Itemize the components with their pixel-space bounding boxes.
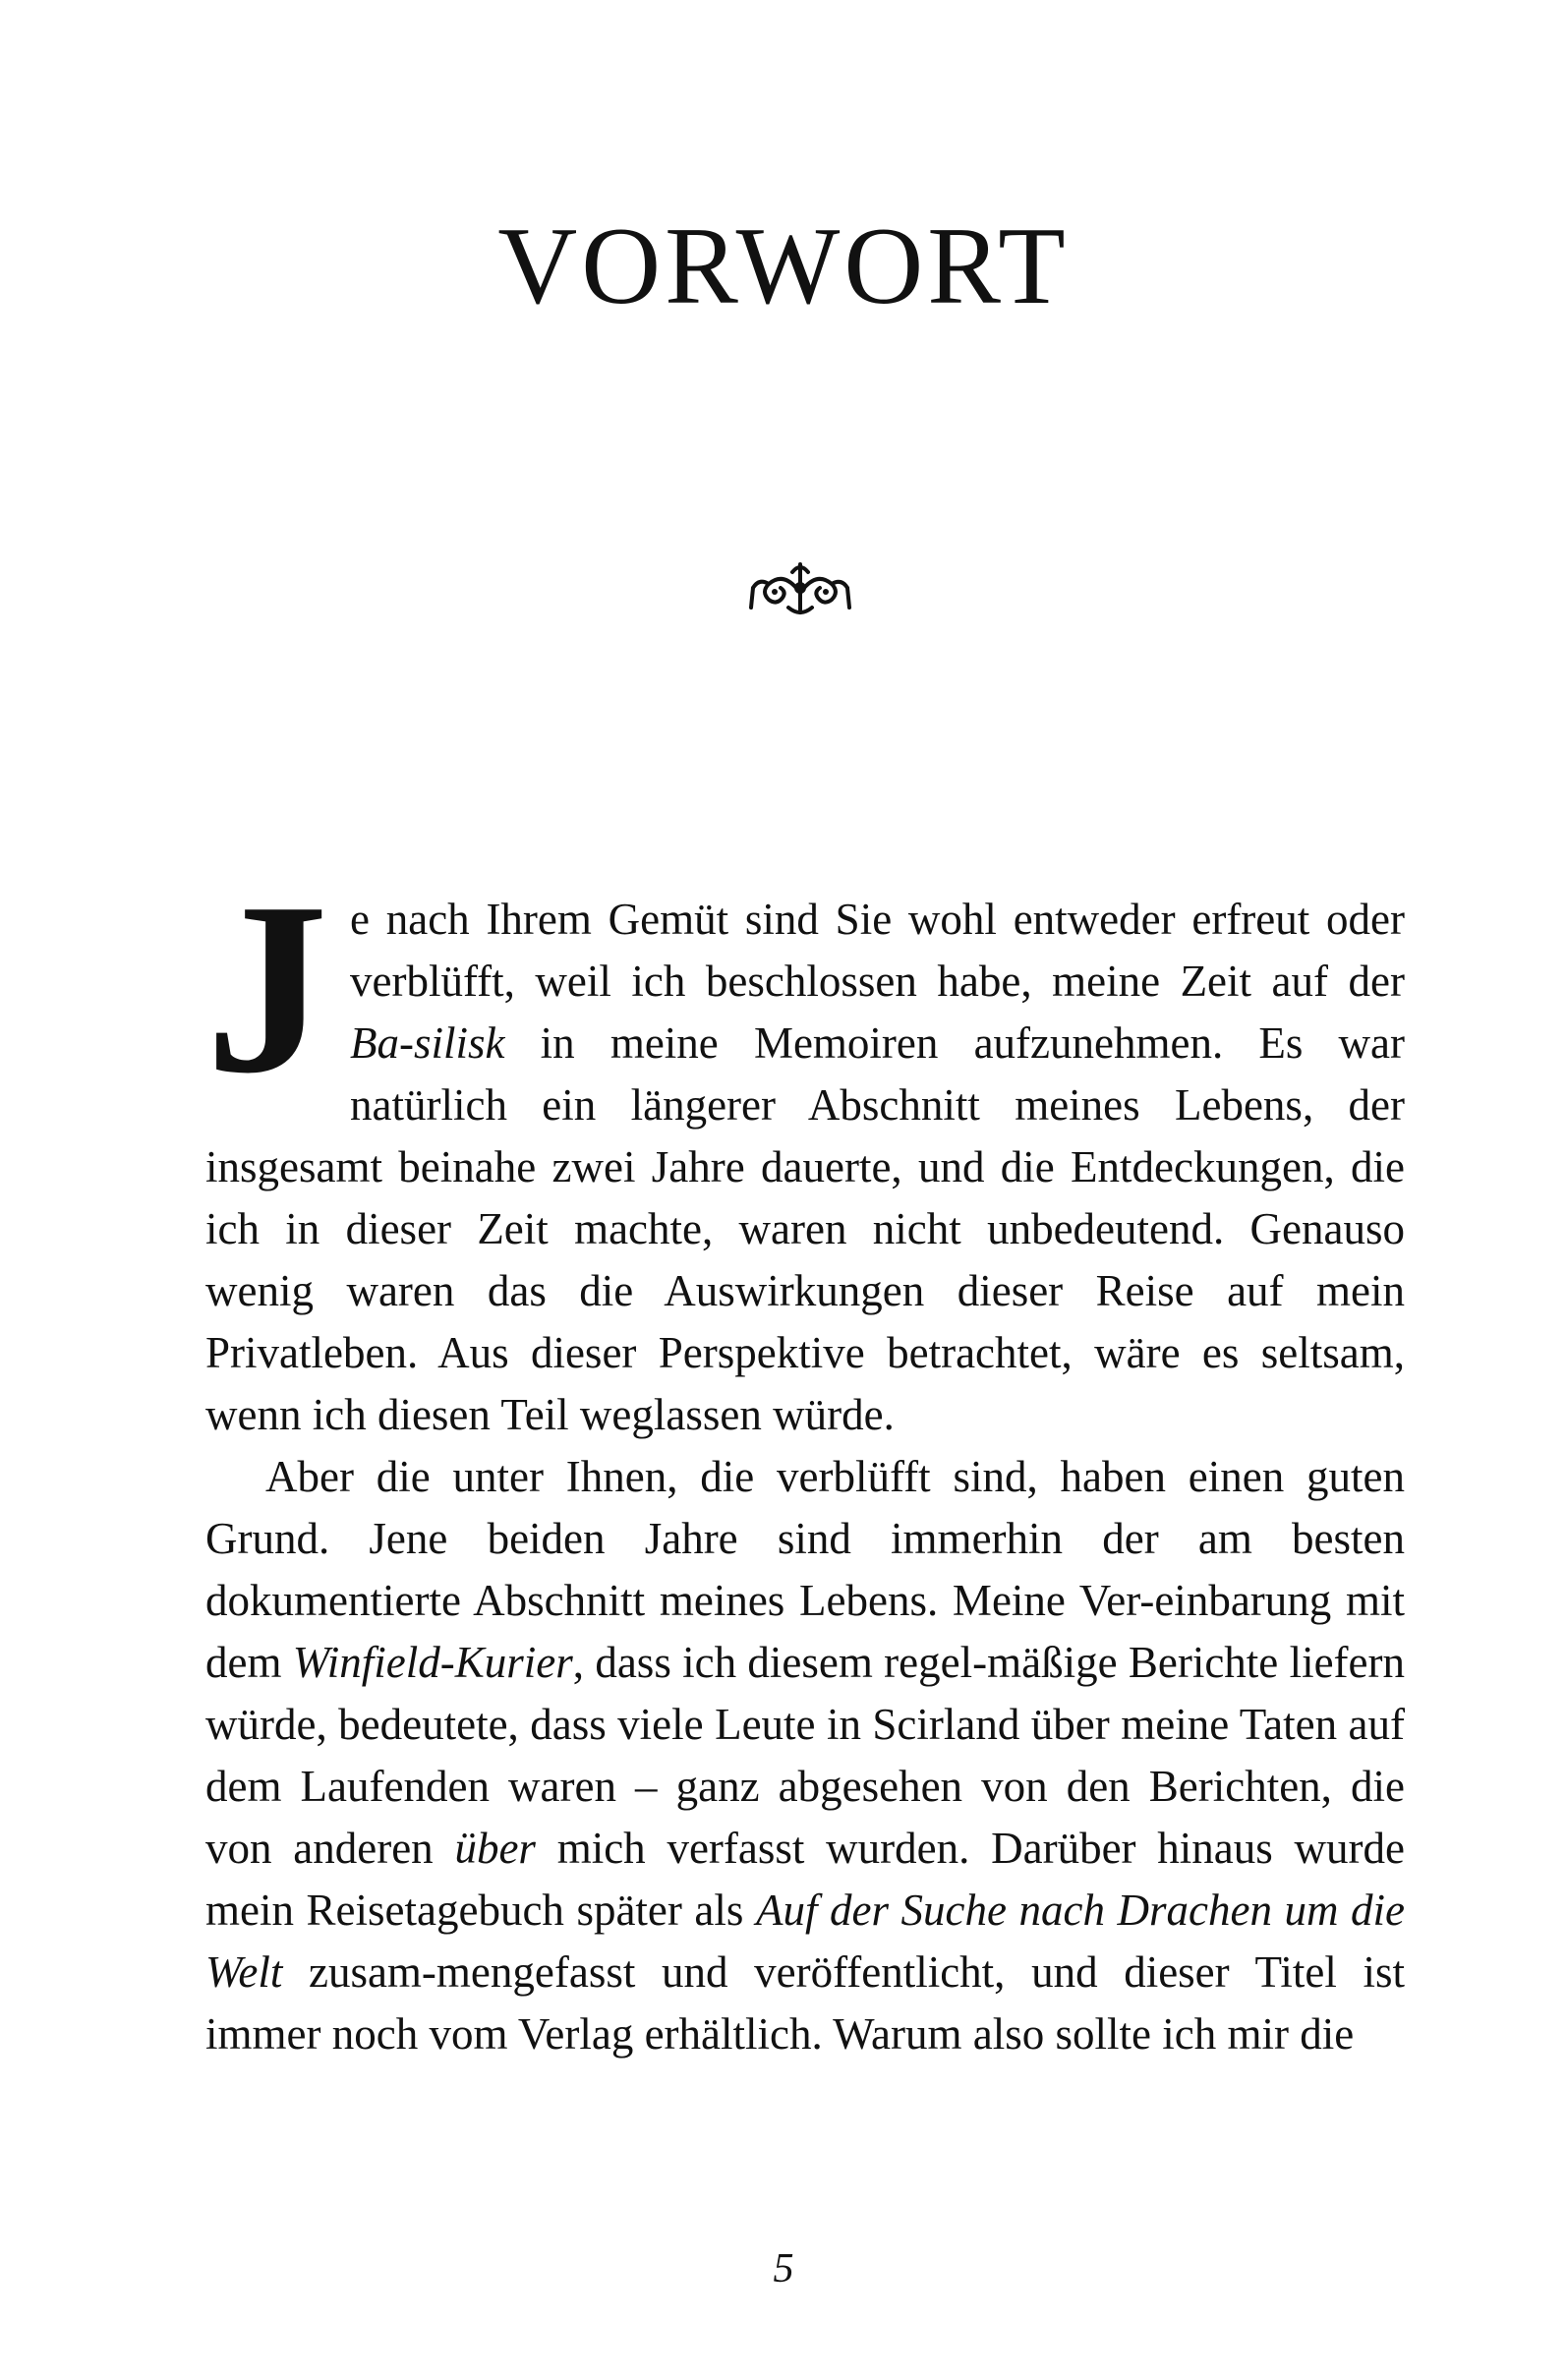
paragraph-1 [205, 852, 1405, 1446]
page-number: 5 [773, 2246, 794, 2292]
text-segment: Aber die unter Ihnen, die verblüfft sind, haben einen guten Grund. Jene beiden Jahre sind immerhin der am besten dokumentierte Abschnitt meines Lebens. Meine Ver-einbarung mit dem [205, 1452, 1405, 1687]
text-segment: e nach Ihrem Gemüt sind Sie wohl entweder erfreut oder verblüfft, weil ich beschlossen habe, meine Zeit auf der [350, 895, 1405, 1006]
chapter-title: VORWORT [497, 205, 1070, 327]
book-title-italic: Auf der Suche nach Drachen um die Welt [205, 1886, 1406, 1997]
emphasis-italic: über [454, 1824, 536, 1873]
body-text [205, 852, 1406, 2065]
drop-cap: J [205, 852, 328, 1125]
text-segment: zusam-mengefasst und veröffentlicht, und dieser Titel ist immer noch vom Verlag erhältlich. Warum also sollte ich mir die [205, 1947, 1405, 2059]
newspaper-name-italic: Winfield-Kurier [292, 1638, 573, 1687]
text-segment: in meine Memoiren aufzunehmen. Es war natürlich ein längerer Abschnitt meines Lebens, der insgesamt beinahe zwei Jahre dauerte, und die Entdeckungen, die ich in dieser Zeit machte, waren nicht unbedeutend. Genauso wenig waren das die Auswirkungen dieser Reise auf mein Privatleben. Aus dieser Perspektive betrachtet, wäre es seltsam, wenn ich diesen Teil weglassen würde. [205, 1018, 1405, 1439]
ship-name-italic: Ba-silisk [350, 1018, 505, 1068]
ornamental-fleuron-icon [749, 558, 851, 619]
text-segment: , dass ich diesem regel-mäßige Berichte liefern würde, bedeutete, dass viele Leute in Scirland über meine Taten auf dem Laufenden waren – ganz abgesehen von den Berichten, die von anderen [205, 1638, 1405, 1873]
paragraph-2 [205, 1446, 1405, 2065]
text-segment: mich verfasst wurden. Darüber hinaus wurde mein Reisetagebuch später als [205, 1824, 1405, 1935]
